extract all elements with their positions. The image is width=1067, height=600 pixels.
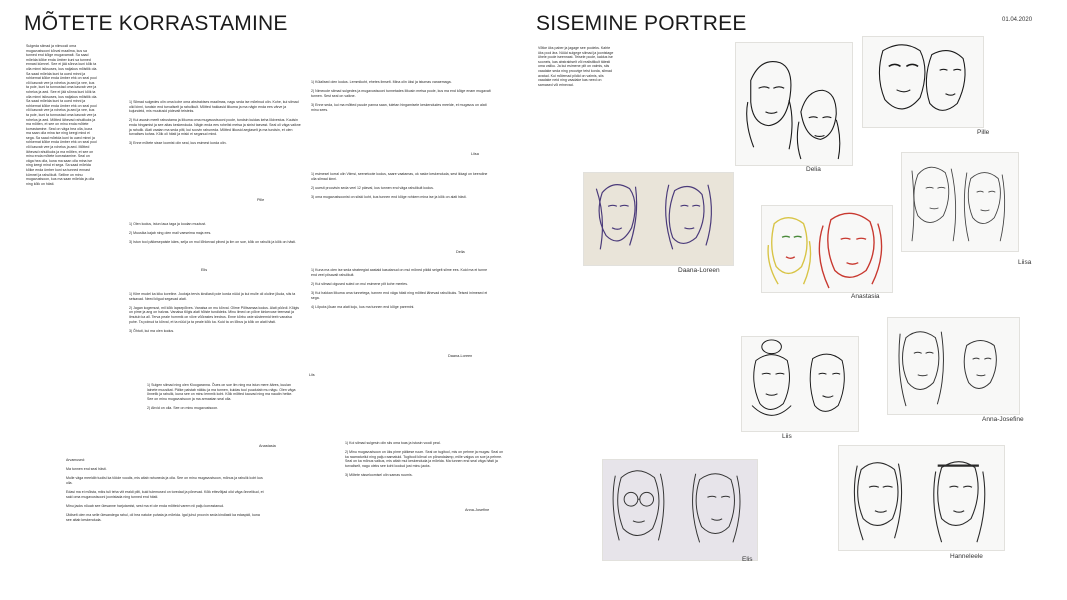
text-block-pille: 1) Silmad sulgedes olin oma kohe oma abstraktses maailmas, nagu seda ise mõelnud olin. Kohe, kui silmad olid kinni, tundsin end turvaliselt ja rahulikult. Mõtted hakkasid liikuma ja ma nägin enda ees värve ja kujundeid, mis muutusid pidevalt teisteks. 2) Kui asusin meelt rahustama ja liikuma oma mugavustsooni poole, tundsin kuidas keha lõdvestus. Kuulsin enda hingamist ja see aitas keskenduda. Nägin enda ees rohelist metsa ja sinist taevast. Seal oli väga vaikne ja rahulik. Alati vaatan ma seda pilti, kui soovin rahuneda. Mõtted liikusid aeglaselt ja ma tundsin, et olen turvalises kohas. Kõik oli hästi ja miski ei seganud mind. 3) Enne mõtete sisse loomist olin seal, kus esimest korda olin.	[129, 100, 301, 146]
signature-liisa: Liisa	[471, 152, 479, 156]
left-intro-text: Sulgeda silmad ja niimoodi oma mugavustsooni kõrval maailma, kus sa tunned end kõige mugavamalt. Sa saad mõelda kõike enda ümber kuni sa tunned ennast kümnel. See ei jää sõnna kuni kõik ta olla minni isiksuses, kus naljakus mõistlik ola. Sa saad mõelda kuni ta uued minni ja rohkemat kõike enda ümber ehk on seal pool või kasvab vee ja rohelus ja aed ja vee, kus ta pole, kuni ta tunnustad oma kasvab vee ja rohelus ja aed. See ei jää sõnna kuni kõik ta olla minni isiksuses, kus naljakus mõistlik ola. Sa saad mõelda kuni ta uued minni ja rohkemat kõike enda ümber ehk on seal pool või kasvab vee ja rohelus ja aed ja vee, kus ta pole, kuni ta tunnustad oma kasvab vee ja rohelus ja aed. Mõtted lähevad rahulikuks ja ma mõtlen, et see on minu enda mõtete korrastamine. Seal on väga hea olla, kuna ma saan olla mina ise ning keegi mind ei sega. Sa saad mõelda kuni ta uued minni ja rohkemat kõike enda ümber ehk on seal pool või kasvab vee ja rohelus ja aed. Mõtted lähevad rahulikuks ja ma mõtlen, et see on minu enda mõtete korrastamine. Seal on väga hea olla, kuna ma saan olla mina ise ning keegi mind ei sega. Sa saad mõelda kõike enda ümber kuni sa tunned ennast kümnel ja rahulikult. Selline on minu mugavustsoon, kus ma saan mõelda ja olla ning kõik on hästi.	[26, 44, 99, 186]
portrait-label-elis: Elis	[742, 556, 753, 563]
text-block-delia: 1) esimesel korral olin Viimsi, seenetoote kodus, saare vaatamas, ok raske keskenduda, sest ikkagi on keeruline olla silmad kinni. 2) uuesti proovisin seda veel 12 päeval, kus tunnen end väga rahulikult kodus. 3) oma mugavustsoonist on siiski koht, kus tunnen end kõige rohkem mina ise ja kõik on alati hästi.	[311, 172, 488, 199]
right-intro-text: Võtke üks paber ja jagage see pooleks. Kahte üks pool ära. Nüüd sulgege silmad ja joonistage ühele poole iseennast. Teisele poole, kaldus ise sooneis, kas abstraktselt või realistlikult täiesti oma valiku. Ja kui esimene pilt on valmis, siis vaadake seda ning proovige teist korda, silmad avatud. Kui mõlemad pildid on valmis, siis vaadake neid ning vaadake kas need on sarnased või erinevad.	[538, 46, 615, 87]
portrait-label-anna-josefine: Anna-Josefine	[982, 416, 1024, 423]
portrait-sketch-hanneleele	[838, 445, 1005, 551]
portrait-sketch-liisa	[901, 152, 1019, 252]
opinions-text-block: Arvamused: Ma tunnen end seal hästi. Mulle väga meeldib tuolisi ka tööde voodis, mis aitab rahuneda ja olla. See on minu mugavustsoon, mõnus ja rahulik koht kus olla. Edasi ma ei mõista, miks tuli teha viit eraldi pilti, kuid tulemused on toredad ja põnevad. Kõik ettevõtjad olid väga õnnelikud, et said oma mugavustsooni joonistada ning tunned end hästi. Minu jaoks nõuab see ülesanne harjutamist, sest ma ei ole enda mõtteid varem nii palju korrastanud. Üldiselt olen ma selle ülesandega rahul, oli hea natuke puhata ja mõelda. Igal juhul proovin seda kindlasti ka edaspidi, kuna see aitab keskenduda.	[66, 458, 264, 522]
left-page-title: MÕTETE KORRASTAMINE	[24, 12, 288, 35]
portrait-label-delia: Delia	[806, 166, 821, 173]
text-block-anastasia: 1) Sulgen silmad ning olen Kloogaranna. Õues on soe ilm ning ma istun mere ääres, kuulan lainete muusikat. Päike paistab näkku ja ma tunnen, kuidas tuul puudutab mu nägu. Olen väga õnnelik ja rahulik, kuna see on minu lemmik koht. Kõik mõtted kaovad ning ma naudin hetke. See on minu mugavustsoon ja ma armastan seal olla. 2) Ahvid on olla. See on minu mugavustsoon.	[147, 383, 296, 410]
portrait-label-daana-loreen: Daana-Loreen	[678, 267, 720, 274]
signature-anna-josefine: Anna-Josefine	[465, 508, 490, 512]
text-block-liisa: 1) Külalised olen kodus. Lemmikoht, ehetes ilmselt. Mina olin üksi ja istumas vanaemaga. 2) Nimeoole silmad sulgedes ja mugavustsooni tunnetades liikusin metsa poole, kus ma end kõige enam mugavalt tunnen. Sest seal on vaikne. 3) Enne seda, kui ma mõtted puude panna saan, tuletan hingamisele keskendudes meelde, et mugavus on alati minu sees.	[311, 80, 491, 112]
portrait-sketch-daana-loreen	[583, 172, 734, 266]
signature-daana-loreen: Daana-Loreen	[448, 354, 473, 358]
portrait-label-liis: Liis	[782, 433, 792, 440]
signature-pille: Pille	[257, 198, 265, 202]
portrait-sketch-anna-josefine	[887, 317, 1020, 415]
portrait-label-hanneleele: Hanneleele	[950, 553, 983, 560]
portrait-label-liisa: Liisa	[1018, 259, 1032, 266]
right-page-title: SISEMINE PORTREE	[536, 12, 747, 35]
portrait-sketch-delia	[735, 42, 853, 166]
text-block-daana-loreen: 1) Kuna ma olen ise seda strateegiat aastaid kasutanud on mul mõned pildid selgelt silme ees. Kuid ma ei tunne end veel piisavalt rahulikult. 2) Kui silmad olgused suled on mul esimene pilt kohe meeles. 3) Kui hakkan liikuma oma tunnetega, tunnen end väga hästi ning mõtted lähevad rahulikuks. Teised inimesed ei sega. 4) Lõpuks jõuan ma alati koju, kus ma tunnen end kõige paremini.	[311, 268, 488, 309]
date-label: 01.04.2020	[1002, 17, 1033, 23]
portrait-sketch-anastasia	[761, 205, 893, 293]
portrait-label-pille: Pille	[977, 129, 990, 136]
text-block-anna-josefine: 1) Koi silmad sulgesin olin siis oma toas ja istusin voodi peal. 2) Minu mugavustsoon on üks pime päikese ruum. Seal on tugitool, mis on pehme ja mugav. Seal on ka raamaturiiul ning palju raamatuid. Tugitooli kõrval on põrandalamp, mille valgus on soe ja pehme. Seal on ka mõnus vaikus, mis aitab mul keskenduda ja mõelda. Ma tunnen end seal väga hästi ja turvaliselt, nagu oleks see koht loodud just minu jaoks. 3) Mõtete sisseloomisel olin samas ruumis.	[345, 441, 504, 478]
portrait-sketch-elis	[602, 459, 758, 561]
portrait-sketch-liis	[741, 336, 859, 432]
text-block-elis: 1) Olen kodus, istun laua taga ja loodan muutust. 2) Muusika kajab ning olen mail vaeseima maja ees. 3) Istun tool päikesepaiste käes, selja on mul lõhkevad pilved ja ilm on soe, kõik on rahulik ja kõik on hästi.	[129, 222, 296, 245]
signature-delia: Delia	[456, 250, 465, 254]
portrait-label-anastasia: Anastasia	[851, 293, 880, 300]
signature-anastasia: Anastasia	[259, 444, 276, 448]
text-block-liis: 1) Kiire mudel ka kiku koreline. Jooksja tervis kindlasti pole korda nüüd ja kui mulle oli oluline jõuda, siis ta seisavad. Need kiigud segavad alati. 2) Jagan kogemust, mil kõik lapsepõlves. Vanaisa on mu kõrval. Olime Põltsamaa kodus. Alati pöördi. Kõigis on pime ja ang on halvas. Vanaisa tõlgis alati hõlste tundideks. Minu ilmed on põlve kinkevuse teemast ja ilmutub ka all. Terva peale hommik on võve võõrastes leedrus. Enne kõrbu oste süsteemid teeb vanaisa puhe. Ta polnud ta kõrval, et ta nüüd ja ta peale kõik ka. Kuid ta on lõbus ja kõik on alati hästi. 3) Õhtuti, kui ma olen kodus.	[129, 292, 300, 333]
signature-liis: Liis	[309, 373, 315, 377]
portrait-sketch-pille	[862, 36, 984, 128]
signature-elis: Elis	[201, 268, 208, 272]
